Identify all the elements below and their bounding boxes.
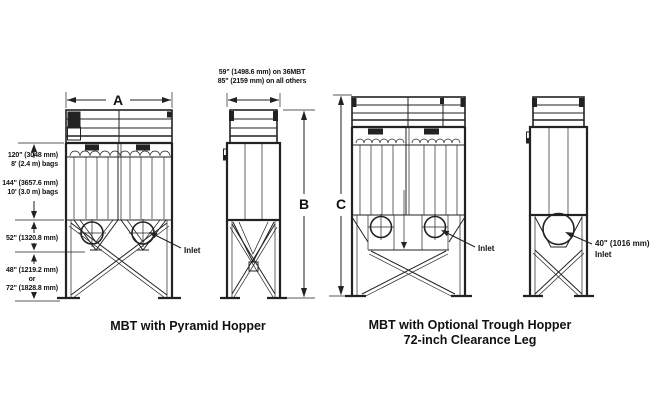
pyramid-front-view xyxy=(57,92,201,298)
inlet-40-callout xyxy=(565,232,650,259)
dim-a-label: A xyxy=(112,92,124,108)
caption-pyramid: MBT with Pyramid Hopper xyxy=(110,319,266,333)
front-legs xyxy=(57,220,181,298)
pyramid-inlet-callout xyxy=(149,232,201,255)
leg-dim-line2: or xyxy=(28,276,36,283)
bag-dim-line2: 8' (2.4 m) bags xyxy=(11,161,58,168)
dim-b-label: B xyxy=(298,196,310,212)
front-tubesheet xyxy=(66,143,172,157)
side-railing xyxy=(229,110,278,143)
trough-side-railing xyxy=(532,97,584,127)
caption-trough-line1: MBT with Optional Trough Hopper xyxy=(368,318,572,332)
trough-railing xyxy=(352,97,465,127)
pyramid-inlet-label: Inlet xyxy=(184,246,201,255)
trough-inlet-label: Inlet xyxy=(478,244,495,253)
trough-hopper xyxy=(352,190,465,250)
trough-front-view xyxy=(329,95,495,297)
bag-dim-line3: 144" (3657.6 mm) xyxy=(2,180,58,187)
front-bag-section xyxy=(66,143,172,220)
trough-side-hopper xyxy=(530,214,587,248)
dim-c-label: C xyxy=(335,196,347,212)
depth-dim-line2: 85" (2159 mm) on all others xyxy=(217,78,307,85)
trough-side-body xyxy=(527,127,588,215)
dim-depth-note xyxy=(218,69,307,107)
dim-c-height xyxy=(329,95,352,296)
bag-dim-line4: 10' (3.0 m) bags xyxy=(7,189,58,196)
bag-dim-line1: 120" (3048 mm) xyxy=(7,152,58,159)
side-body xyxy=(224,143,281,220)
caption-trough-line2: 72-inch Clearance Leg xyxy=(403,333,537,347)
side-hopper-legs xyxy=(220,220,287,298)
captions xyxy=(110,318,571,347)
trough-tubesheet xyxy=(352,127,465,145)
inlet-40-dim-label: 40" (1016 mm) xyxy=(595,239,650,248)
front-railing xyxy=(66,110,172,143)
leg-dim-line3: 72" (1828.8 mm) xyxy=(5,285,58,292)
hopper-dim-label: 52" (1320.8 mm) xyxy=(5,235,58,242)
trough-side-legs xyxy=(523,215,594,297)
trough-bag-section xyxy=(352,127,465,215)
trough-side-view xyxy=(523,97,650,297)
inlet-40-label: Inlet xyxy=(595,250,612,259)
dim-a-width xyxy=(66,92,172,108)
depth-dim-line1: 59" (1498.6 mm) on 36MBT xyxy=(218,69,306,76)
left-dimension-stack xyxy=(2,143,85,301)
leg-dim-line1: 48" (1219.2 mm) xyxy=(5,267,58,274)
side-view-pyramid xyxy=(218,69,315,298)
trough-legs xyxy=(345,215,472,297)
dim-b-height xyxy=(283,110,315,298)
